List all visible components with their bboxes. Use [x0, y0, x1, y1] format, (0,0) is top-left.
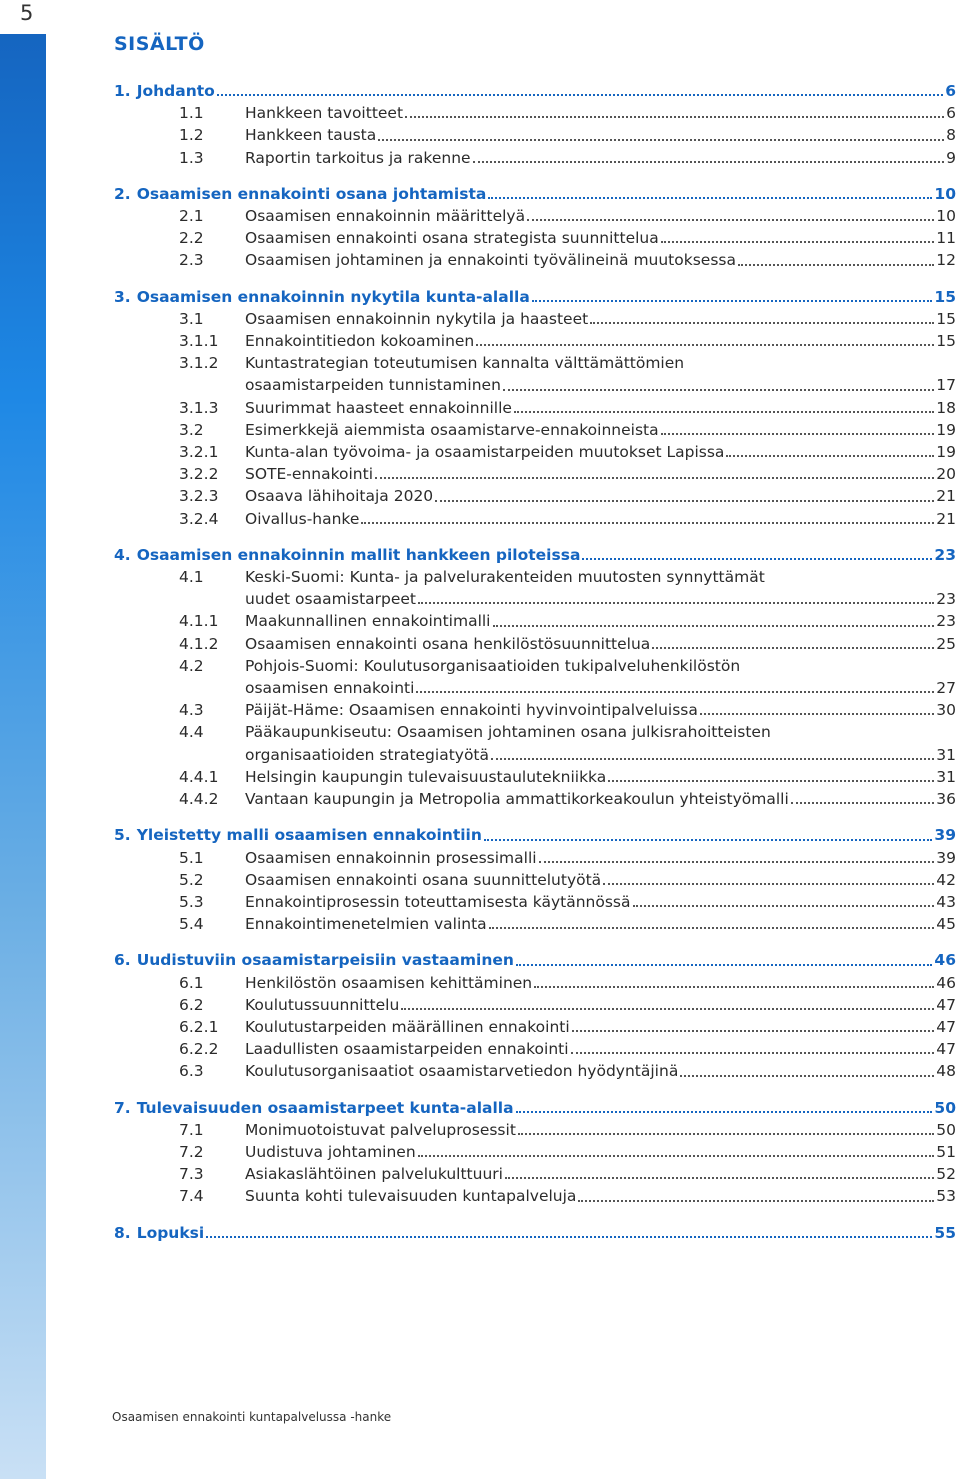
dot-leader — [493, 625, 935, 627]
dot-leader — [489, 927, 935, 929]
chapter-number: 2. — [114, 184, 131, 203]
chapter-page-number: 55 — [934, 1223, 956, 1242]
entry-page-number: 25 — [936, 634, 956, 653]
entry-title: Pohjois-Suomi: Koulutusorganisaatioiden tukipalveluhenkilöstön — [245, 656, 741, 675]
entry-title: Monimuotoistuvat palveluprosessit — [245, 1120, 516, 1139]
entry-title: Henkilöstön osaamisen kehittäminen — [245, 973, 533, 992]
toc-entry[interactable] — [114, 1141, 956, 1163]
dot-leader — [791, 802, 934, 804]
toc-entry[interactable] — [114, 721, 956, 765]
entry-title-continued: uudet osaamistarpeet — [245, 590, 416, 609]
entry-number: 4.1.2 — [179, 634, 219, 653]
dot-leader — [206, 1236, 932, 1238]
entry-number: 7.3 — [179, 1165, 204, 1184]
dot-leader — [539, 861, 935, 863]
entry-number: 3.2.1 — [179, 443, 219, 462]
dot-leader — [738, 264, 934, 266]
entry-number: 4.1.1 — [179, 612, 219, 631]
entry-page-number: 52 — [936, 1165, 956, 1184]
toc-entry[interactable] — [114, 330, 956, 352]
entry-page-number: 12 — [936, 251, 956, 270]
entry-number: 3.2.4 — [179, 509, 219, 528]
chapter-number: 1. — [114, 82, 131, 100]
entry-title: SOTE-ennakointi — [245, 465, 373, 484]
toc-chapter — [114, 949, 956, 1082]
chapter-page-number: 46 — [934, 951, 956, 970]
dot-leader — [590, 322, 934, 324]
dot-leader — [416, 691, 934, 693]
entry-number: 5.3 — [179, 892, 204, 911]
dot-leader — [578, 1200, 934, 1202]
entry-page-number: 31 — [936, 767, 956, 786]
chapter-page-number: 10 — [934, 184, 956, 203]
entry-number: 7.4 — [179, 1187, 204, 1206]
chapter-title: Osaamisen ennakoinnin nykytila kunta-alalla — [136, 287, 530, 306]
entry-title: Kuntastrategian toteutumisen kannalta välttämättömien — [245, 354, 685, 373]
toc-entry[interactable] — [114, 994, 956, 1016]
entry-page-number: 43 — [936, 892, 956, 911]
dot-leader — [527, 219, 934, 221]
entry-page-number: 17 — [936, 376, 956, 395]
dot-leader — [435, 500, 934, 502]
toc-chapter — [114, 286, 956, 530]
chapter-number: 5. — [114, 826, 131, 845]
toc-entry[interactable] — [114, 397, 956, 419]
dot-leader — [516, 964, 933, 966]
dot-leader — [476, 344, 934, 346]
toc-entry[interactable] — [114, 205, 956, 227]
dot-leader — [378, 139, 944, 141]
dot-leader — [405, 116, 944, 118]
entry-title-continued: osaamistarpeiden tunnistaminen — [245, 376, 501, 395]
toc-entry[interactable] — [114, 1016, 956, 1038]
toc-entry[interactable] — [114, 102, 956, 124]
entry-page-number: 31 — [936, 745, 956, 764]
entry-page-number: 50 — [936, 1120, 956, 1139]
chapter-number: 3. — [114, 287, 131, 306]
entry-title-continued-line — [245, 744, 956, 766]
entry-page-number: 11 — [936, 229, 956, 248]
entry-number: 3.2 — [179, 420, 204, 439]
toc-entry[interactable] — [114, 1119, 956, 1141]
entry-page-number: 45 — [936, 915, 956, 934]
entry-title: Ennakointitiedon kokoaminen — [245, 332, 475, 351]
dot-leader — [418, 1155, 935, 1157]
dot-leader — [661, 433, 935, 435]
entry-title: Kunta-alan työvoima- ja osaamistarpeiden muutokset Lapissa — [245, 443, 725, 462]
toc-entry[interactable] — [114, 610, 956, 632]
entry-number: 1.3 — [179, 148, 204, 167]
entry-number: 3.1.3 — [179, 398, 219, 417]
entry-title: Hankkeen tausta — [245, 126, 377, 145]
dot-leader — [217, 94, 943, 96]
entry-page-number: 15 — [936, 332, 956, 351]
entry-number: 4.4.1 — [179, 767, 219, 786]
toc-chapter-heading[interactable] — [114, 544, 956, 566]
entry-number: 2.1 — [179, 207, 204, 226]
entry-title: Helsingin kaupungin tulevaisuustaulutekniikka — [245, 767, 607, 786]
entry-title: Osaamisen ennakoinnin nykytila ja haasteet — [245, 309, 589, 328]
entry-body — [245, 655, 956, 699]
toc-entry[interactable] — [114, 124, 956, 146]
entry-title: Päijät-Häme: Osaamisen ennakointi hyvinvointipalveluissa — [245, 701, 698, 720]
chapter-title: Johdanto — [136, 82, 215, 100]
entry-page-number: 23 — [936, 612, 956, 631]
entry-title: Raportin tarkoitus ja rakenne — [245, 148, 471, 167]
entry-number: 4.4.2 — [179, 790, 219, 809]
entry-title-continued: osaamisen ennakointi — [245, 679, 415, 698]
entry-title: Vantaan kaupungin ja Metropolia ammattikorkeakoulun yhteistyömalli — [245, 790, 789, 809]
entry-title-continued-line — [245, 374, 956, 396]
toc-entry[interactable] — [114, 766, 956, 788]
chapter-title: Osaamisen ennakointi osana johtamista — [136, 184, 487, 203]
entry-page-number: 48 — [936, 1062, 956, 1081]
entry-number: 3.2.3 — [179, 487, 219, 506]
entry-page-number: 15 — [936, 309, 956, 328]
entry-number: 4.4 — [179, 723, 204, 742]
toc-chapter-heading[interactable] — [114, 286, 956, 308]
entry-title: Suunta kohti tulevaisuuden kuntapalveluja — [245, 1187, 577, 1206]
entry-title: Osaamisen ennakointi osana suunnittelutyötä — [245, 870, 602, 889]
dot-leader — [488, 197, 932, 199]
entry-page-number: 19 — [936, 420, 956, 439]
dot-leader — [534, 986, 934, 988]
entry-number: 4.3 — [179, 701, 204, 720]
dot-leader — [572, 1030, 935, 1032]
entry-page-number: 8 — [946, 126, 956, 145]
toc-chapter — [114, 824, 956, 935]
chapter-title: Osaamisen ennakoinnin mallit hankkeen piloteissa — [136, 545, 581, 564]
entry-number: 6.1 — [179, 973, 204, 992]
entry-title: Osaamisen ennakointi osana henkilöstösuunnittelua — [245, 634, 651, 653]
entry-page-number: 42 — [936, 870, 956, 889]
chapter-number: 8. — [114, 1223, 131, 1242]
table-of-contents — [114, 80, 956, 1258]
entry-title: Osaava lähihoitaja 2020 — [245, 487, 434, 506]
toc-entry[interactable] — [114, 1163, 956, 1185]
toc-chapter-heading[interactable] — [114, 949, 956, 971]
entry-number: 2.3 — [179, 251, 204, 270]
toc-entry[interactable] — [114, 1060, 956, 1082]
entry-number: 6.2.2 — [179, 1040, 219, 1059]
entry-title-continued-line — [245, 588, 956, 610]
chapter-page-number: 50 — [934, 1098, 956, 1117]
entry-number: 6.2 — [179, 995, 204, 1014]
chapter-number: 6. — [114, 951, 131, 970]
toc-chapter — [114, 183, 956, 272]
toc-entry[interactable] — [114, 1185, 956, 1207]
entry-page-number: 6 — [946, 104, 956, 123]
toc-entry[interactable] — [114, 891, 956, 913]
entry-title: Asiakaslähtöinen palvelukulttuuri — [245, 1165, 503, 1184]
toc-entry[interactable] — [114, 485, 956, 507]
toc-chapter — [114, 80, 956, 169]
entry-number: 3.2.2 — [179, 465, 219, 484]
entry-title: Osaamisen ennakoinnin prosessimalli — [245, 848, 537, 867]
dot-leader — [680, 1075, 934, 1077]
entry-number: 5.1 — [179, 848, 204, 867]
entry-page-number: 53 — [936, 1187, 956, 1206]
entry-title: Suurimmat haasteet ennakoinnille — [245, 398, 512, 417]
entry-page-number: 27 — [936, 679, 956, 698]
dot-leader — [361, 522, 934, 524]
dot-leader — [516, 1111, 933, 1113]
toc-heading: SISÄLTÖ — [114, 33, 205, 55]
dot-leader — [503, 389, 934, 391]
toc-chapter — [114, 1222, 956, 1244]
entry-page-number: 19 — [936, 443, 956, 462]
page-footer: Osaamisen ennakointi kuntapalvelussa -hanke — [112, 1410, 392, 1424]
page-number: 5 — [20, 1, 34, 25]
entry-title: Oivallus-hanke — [245, 509, 360, 528]
entry-number: 3.1 — [179, 309, 204, 328]
entry-number: 6.2.1 — [179, 1017, 219, 1036]
entry-page-number: 18 — [936, 398, 956, 417]
entry-title: Keski-Suomi: Kunta- ja palvelurakenteiden muutosten synnyttämät — [245, 568, 765, 587]
toc-entry[interactable] — [114, 913, 956, 935]
entry-number: 4.1 — [179, 568, 204, 587]
chapter-number: 7. — [114, 1098, 131, 1117]
chapter-number: 4. — [114, 545, 131, 564]
entry-number: 5.2 — [179, 870, 204, 889]
chapter-title: Tulevaisuuden osaamistarpeet kunta-alalla — [136, 1098, 514, 1117]
entry-page-number: 21 — [936, 509, 956, 528]
entry-page-number: 10 — [936, 207, 956, 226]
dot-leader — [532, 300, 933, 302]
toc-entry[interactable] — [114, 699, 956, 721]
toc-entry[interactable] — [114, 788, 956, 810]
toc-chapter-heading[interactable] — [114, 183, 956, 205]
toc-entry[interactable] — [114, 308, 956, 330]
toc-entry[interactable] — [114, 352, 956, 396]
entry-title: Pääkaupunkiseutu: Osaamisen johtaminen osana julkisrahoitteisten — [245, 723, 771, 742]
entry-number: 3.1.1 — [179, 332, 219, 351]
entry-number: 1.1 — [179, 104, 204, 123]
toc-entry[interactable] — [114, 869, 956, 891]
entry-page-number: 47 — [936, 1040, 956, 1059]
dot-leader — [491, 758, 934, 760]
toc-entry[interactable] — [114, 655, 956, 699]
dot-leader — [700, 713, 934, 715]
entry-number: 5.4 — [179, 915, 204, 934]
toc-entry[interactable] — [114, 441, 956, 463]
toc-entry[interactable] — [114, 147, 956, 169]
entry-title: Osaamisen johtaminen ja ennakointi työvälineinä muutoksessa — [245, 251, 736, 270]
entry-number: 6.3 — [179, 1062, 204, 1081]
dot-leader — [514, 411, 934, 413]
dot-leader — [401, 1008, 934, 1010]
entry-title: Esimerkkejä aiemmista osaamistarve-ennakoinneista — [245, 420, 659, 439]
chapter-page-number: 39 — [934, 826, 956, 845]
entry-title: Ennakointimenetelmien valinta — [245, 915, 487, 934]
dot-leader — [473, 161, 945, 163]
toc-entry[interactable] — [114, 566, 956, 610]
entry-page-number: 23 — [936, 590, 956, 609]
entry-page-number: 20 — [936, 465, 956, 484]
entry-page-number: 39 — [936, 848, 956, 867]
dot-leader — [418, 602, 934, 604]
toc-entry[interactable] — [114, 463, 956, 485]
entry-body — [245, 352, 956, 396]
dot-leader — [661, 241, 935, 243]
entry-title: Maakunnallinen ennakointimalli — [245, 612, 491, 631]
entry-title-continued-line — [245, 677, 956, 699]
entry-title: Ennakointiprosessin toteuttamisesta käytännössä — [245, 892, 631, 911]
entry-title: Koulutustarpeiden määrällinen ennakointi — [245, 1017, 570, 1036]
entry-page-number: 47 — [936, 1017, 956, 1036]
toc-entry[interactable] — [114, 972, 956, 994]
entry-number: 4.2 — [179, 656, 204, 675]
toc-entry[interactable] — [114, 508, 956, 530]
entry-body — [245, 721, 956, 765]
dot-leader — [726, 455, 934, 457]
chapter-title: Lopuksi — [136, 1223, 205, 1242]
dot-leader — [571, 1052, 935, 1054]
dot-leader — [484, 839, 933, 841]
toc-entry[interactable] — [114, 1038, 956, 1060]
chapter-title: Yleistetty malli osaamisen ennakointiin — [136, 826, 482, 845]
entry-page-number: 30 — [936, 701, 956, 720]
entry-number: 7.2 — [179, 1142, 204, 1161]
entry-page-number: 9 — [946, 148, 956, 167]
entry-title: Koulutussuunnittelu — [245, 995, 400, 1014]
entry-title: Uudistuva johtaminen — [245, 1142, 416, 1161]
toc-chapter — [114, 544, 956, 810]
sidebar-gradient-bar — [0, 34, 46, 1479]
toc-chapter — [114, 1097, 956, 1208]
dot-leader — [375, 477, 934, 479]
entry-number: 1.2 — [179, 126, 204, 145]
toc-chapter-heading[interactable] — [114, 1097, 956, 1119]
toc-entry[interactable] — [114, 227, 956, 249]
chapter-title: Uudistuviin osaamistarpeisiin vastaaminen — [136, 951, 514, 970]
entry-title: Laadullisten osaamistarpeiden ennakointi — [245, 1040, 569, 1059]
chapter-page-number: 6 — [945, 82, 956, 100]
toc-entry[interactable] — [114, 847, 956, 869]
dot-leader — [633, 905, 935, 907]
dot-leader — [652, 647, 934, 649]
entry-page-number: 21 — [936, 487, 956, 506]
dot-leader — [518, 1133, 934, 1135]
toc-chapter-heading[interactable] — [114, 80, 956, 102]
dot-leader — [608, 780, 934, 782]
entry-title-continued: organisaatioiden strategiatyötä — [245, 745, 490, 764]
dot-leader — [582, 558, 932, 560]
entry-page-number: 46 — [936, 973, 956, 992]
toc-entry[interactable] — [114, 249, 956, 271]
toc-entry[interactable] — [114, 419, 956, 441]
entry-page-number: 36 — [936, 790, 956, 809]
entry-number: 2.2 — [179, 229, 204, 248]
entry-title: Osaamisen ennakoinnin määrittelyä — [245, 207, 526, 226]
dot-leader — [505, 1177, 934, 1179]
toc-chapter-heading[interactable] — [114, 1222, 956, 1244]
entry-title: Koulutusorganisaatiot osaamistarvetiedon hyödyntäjinä — [245, 1062, 679, 1081]
chapter-page-number: 23 — [934, 545, 956, 564]
entry-page-number: 47 — [936, 995, 956, 1014]
entry-page-number: 51 — [936, 1142, 956, 1161]
entry-number: 7.1 — [179, 1120, 204, 1139]
dot-leader — [603, 883, 934, 885]
toc-entry[interactable] — [114, 633, 956, 655]
entry-title: Hankkeen tavoitteet — [245, 104, 404, 123]
entry-body — [245, 566, 956, 610]
toc-chapter-heading[interactable] — [114, 824, 956, 846]
chapter-page-number: 15 — [934, 287, 956, 306]
entry-number: 3.1.2 — [179, 354, 219, 373]
entry-title: Osaamisen ennakointi osana strategista suunnittelua — [245, 229, 659, 248]
